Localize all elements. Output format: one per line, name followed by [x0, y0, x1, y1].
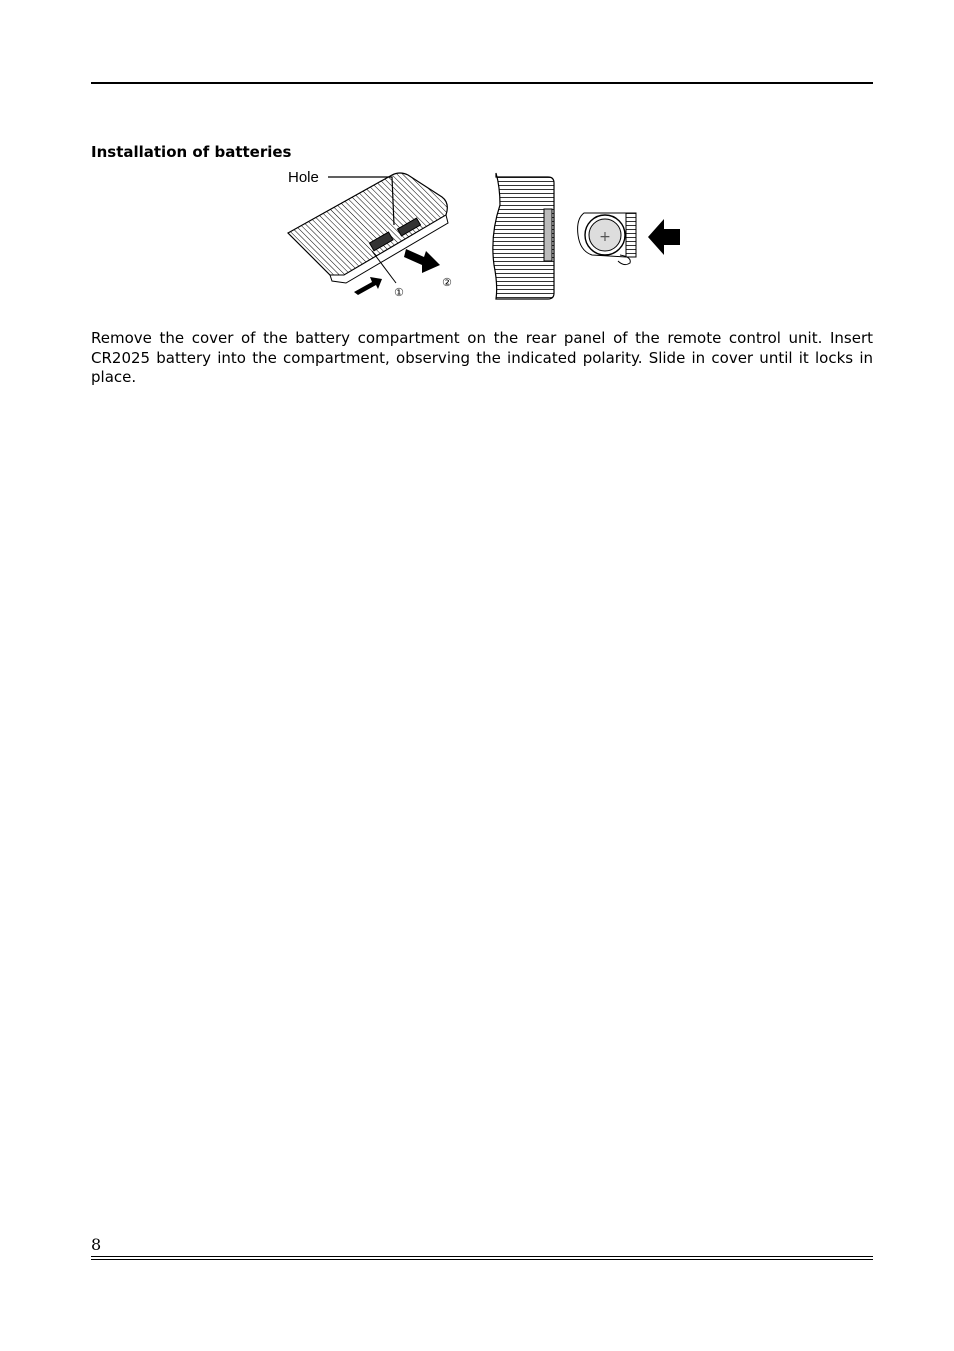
positive-polarity-mark: +	[599, 229, 611, 245]
footer-rule	[91, 1256, 873, 1257]
step-one-marker: ①	[394, 286, 404, 299]
header-rule	[91, 82, 873, 84]
page-number: 8	[91, 1235, 102, 1254]
footer-rule-double	[91, 1259, 873, 1260]
step-two-marker: ②	[442, 276, 452, 289]
slide-out-arrow-icon	[404, 249, 440, 273]
battery-installation-figure	[280, 165, 690, 305]
hole-label: Hole	[288, 169, 319, 186]
remote-control-side-drawing	[493, 173, 554, 299]
instruction-paragraph: Remove the cover of the battery compartment on the rear panel of the remote control unit. Insert CR2025 battery into the compartment, observing the indicated polarity. Slide in cover until it locks in place.	[91, 329, 873, 386]
push-arrow-icon	[354, 277, 382, 295]
section-heading: Installation of batteries	[91, 143, 292, 161]
insert-arrow-icon	[648, 219, 680, 255]
